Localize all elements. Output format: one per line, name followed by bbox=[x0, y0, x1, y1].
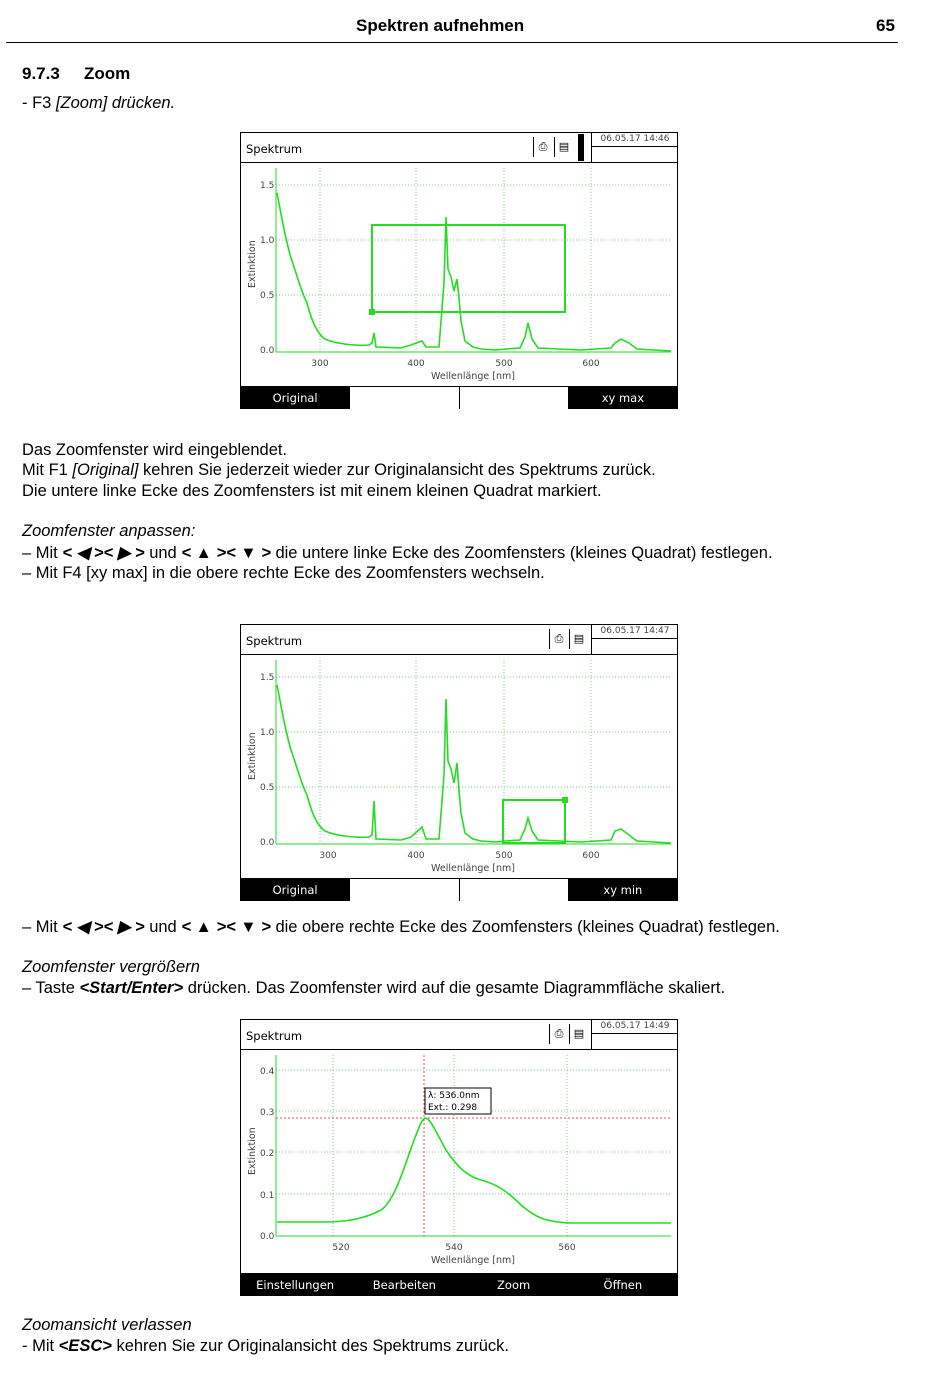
text-part: Mit F1 bbox=[22, 461, 73, 479]
softkey-bearbeiten[interactable]: Bearbeiten bbox=[349, 1274, 458, 1296]
text-part: die obere rechte Ecke des Zoomfensters (kleines Quadrat) festlegen. bbox=[270, 918, 780, 936]
zoom-window bbox=[372, 225, 565, 312]
printer-icon: ⎙ bbox=[549, 629, 568, 649]
save-icon: ▤ bbox=[569, 629, 588, 649]
x-tick-label: 560 bbox=[558, 1243, 576, 1253]
softkey-oeffnen[interactable]: Öffnen bbox=[568, 1274, 677, 1296]
softkey-bar bbox=[241, 386, 677, 409]
text-part: und bbox=[144, 918, 182, 936]
y-axis-label: Extinktion bbox=[247, 240, 258, 288]
x-tick-label: 500 bbox=[495, 359, 513, 369]
arrow-keys-up-down: < ▲ >< ▼ > bbox=[181, 544, 271, 562]
heading-text: Zoomansicht verlassen bbox=[22, 1316, 192, 1334]
x-tick-label: 400 bbox=[407, 851, 425, 861]
y-tick-label: 1.5 bbox=[260, 673, 275, 683]
screen-datetime: 06.05.17 14:47 bbox=[591, 625, 678, 639]
softkey-einstellungen[interactable]: Einstellungen bbox=[241, 1274, 349, 1296]
text-emphasis: [Original] bbox=[72, 461, 139, 479]
x-tick-label: 300 bbox=[319, 851, 337, 861]
y-tick-label: 1.0 bbox=[260, 728, 275, 738]
printer-icon: ⎙ bbox=[549, 1024, 568, 1044]
paragraph-zoom-window: Das Zoomfenster wird eingeblendet. bbox=[22, 441, 288, 459]
section-number: 9.7.3 bbox=[22, 64, 60, 83]
step-press-f3 bbox=[22, 94, 175, 113]
softkey-zoom[interactable]: Zoom bbox=[459, 1274, 568, 1296]
softkey-xy-max[interactable]: xy max bbox=[568, 387, 677, 409]
y-tick-label: 0.1 bbox=[260, 1191, 275, 1201]
paragraph-corner: Die untere linke Ecke des Zoomfensters ist mit einem kleinen Quadrat markiert. bbox=[22, 482, 602, 500]
paragraph-original bbox=[22, 461, 656, 480]
screen-title: Spektrum bbox=[246, 634, 303, 648]
x-axis-label: Wellenlänge [nm] bbox=[431, 863, 515, 874]
screen-datetime: 06.05.17 14:46 bbox=[591, 133, 678, 147]
softkey-f3[interactable] bbox=[459, 387, 568, 409]
heading-text: Zoomfenster vergrößern bbox=[22, 958, 200, 976]
key-esc: <ESC> bbox=[58, 1337, 112, 1355]
bullet-xy-max: – Mit F4 [xy max] in die obere rechte Ecke des Zoomfensters wechseln. bbox=[22, 564, 545, 582]
y-tick-label: 0.0 bbox=[260, 346, 275, 356]
softkey-f3[interactable] bbox=[459, 879, 568, 901]
spectrum-chart bbox=[241, 655, 677, 877]
softkey-original[interactable]: Original bbox=[241, 879, 349, 901]
spectrum-chart bbox=[241, 1050, 677, 1272]
arrow-keys-up-down: < ▲ >< ▼ > bbox=[181, 918, 271, 936]
softkey-bar bbox=[241, 1273, 677, 1296]
text-part: die untere linke Ecke des Zoomfensters (kleines Quadrat) festlegen. bbox=[270, 544, 773, 562]
screen-title: Spektrum bbox=[246, 142, 303, 156]
x-tick-label: 300 bbox=[311, 359, 329, 369]
y-tick-label: 0.4 bbox=[260, 1067, 275, 1077]
header-cell bbox=[591, 147, 678, 162]
y-tick-label: 0.3 bbox=[260, 1108, 275, 1118]
heading-text: Zoomfenster anpassen: bbox=[22, 522, 196, 540]
x-tick-label: 600 bbox=[582, 359, 600, 369]
softkey-bar bbox=[241, 878, 677, 901]
zoom-window bbox=[503, 800, 565, 843]
y-tick-label: 0.5 bbox=[260, 291, 275, 301]
bullet-start-enter bbox=[22, 979, 725, 998]
step-emphasis: [Zoom] drücken. bbox=[55, 94, 176, 112]
softkey-original[interactable]: Original bbox=[241, 387, 349, 409]
x-tick-label: 540 bbox=[445, 1243, 463, 1253]
heading-leave bbox=[22, 1316, 192, 1335]
bullet-lower-left bbox=[22, 543, 773, 563]
text-part: – Mit bbox=[22, 544, 63, 562]
screen-header bbox=[241, 133, 677, 163]
text-part: drücken. Das Zoomfenster wird auf die gesamte Diagrammfläche skaliert. bbox=[183, 979, 726, 997]
x-axis-label: Wellenlänge [nm] bbox=[431, 371, 515, 382]
x-tick-label: 520 bbox=[332, 1243, 350, 1253]
device-screen-2 bbox=[240, 624, 678, 901]
cursor-wavelength: λ: 536.0nm bbox=[428, 1091, 480, 1101]
heading-enlarge bbox=[22, 958, 200, 977]
spectrum-curve bbox=[277, 685, 671, 843]
x-tick-label: 600 bbox=[582, 851, 600, 861]
screen-header bbox=[241, 625, 677, 655]
text-part: - Mit bbox=[22, 1337, 59, 1355]
page-header-title: Spektren aufnehmen bbox=[356, 16, 525, 35]
softkey-f2[interactable] bbox=[349, 387, 458, 409]
text-part: kehren Sie jederzeit wieder zur Originalansicht des Spektrums zurück. bbox=[138, 461, 656, 479]
screen-header bbox=[241, 1020, 677, 1050]
text-part: und bbox=[144, 544, 182, 562]
device-screen-3 bbox=[240, 1019, 678, 1296]
heading-adjust bbox=[22, 522, 195, 541]
screen-datetime: 06.05.17 14:49 bbox=[591, 1020, 678, 1034]
bullet-upper-right bbox=[22, 917, 780, 937]
page-number: 65 bbox=[876, 16, 895, 35]
spectrum-curve bbox=[277, 1118, 671, 1223]
y-tick-label: 0.0 bbox=[260, 1232, 275, 1242]
spectrum-curve bbox=[277, 193, 671, 351]
spectrum-chart bbox=[241, 163, 677, 385]
zoom-corner-marker bbox=[369, 309, 375, 315]
y-tick-label: 0.0 bbox=[260, 838, 275, 848]
arrow-keys-left-right: < ◀ >< ▶ > bbox=[62, 544, 145, 562]
x-axis-label: Wellenlänge [nm] bbox=[431, 1255, 515, 1266]
status-bar-icon bbox=[578, 134, 584, 161]
save-icon: ▤ bbox=[569, 1024, 588, 1044]
text-part: – Mit bbox=[22, 918, 63, 936]
y-tick-label: 0.2 bbox=[260, 1149, 275, 1159]
save-icon: ▤ bbox=[554, 137, 573, 157]
y-tick-label: 1.5 bbox=[260, 181, 275, 191]
bullet-esc bbox=[22, 1337, 509, 1356]
header-cell bbox=[591, 639, 678, 654]
y-tick-label: 0.5 bbox=[260, 783, 275, 793]
cursor-extinction: Ext.: 0.298 bbox=[428, 1103, 478, 1113]
arrow-keys-left-right: < ◀ >< ▶ > bbox=[62, 918, 145, 936]
device-screen-1 bbox=[240, 132, 678, 409]
softkey-xy-min[interactable]: xy min bbox=[568, 879, 677, 901]
x-tick-label: 500 bbox=[495, 851, 513, 861]
header-divider bbox=[6, 42, 898, 43]
printer-icon: ⎙ bbox=[533, 137, 552, 157]
step-prefix: - F3 bbox=[22, 94, 56, 112]
section-title: Zoom bbox=[84, 64, 131, 83]
y-axis-label: Extinktion bbox=[247, 732, 258, 780]
softkey-f2[interactable] bbox=[349, 879, 458, 901]
key-start-enter: <Start/Enter> bbox=[79, 979, 184, 997]
zoom-corner-marker bbox=[562, 797, 568, 803]
text-part: kehren Sie zur Originalansicht des Spektrums zurück. bbox=[111, 1337, 509, 1355]
text-part: – Taste bbox=[22, 979, 80, 997]
y-tick-label: 1.0 bbox=[260, 236, 275, 246]
y-axis-label: Extinktion bbox=[247, 1127, 258, 1175]
x-tick-label: 400 bbox=[407, 359, 425, 369]
header-cell bbox=[591, 1034, 678, 1049]
screen-title: Spektrum bbox=[246, 1029, 303, 1043]
